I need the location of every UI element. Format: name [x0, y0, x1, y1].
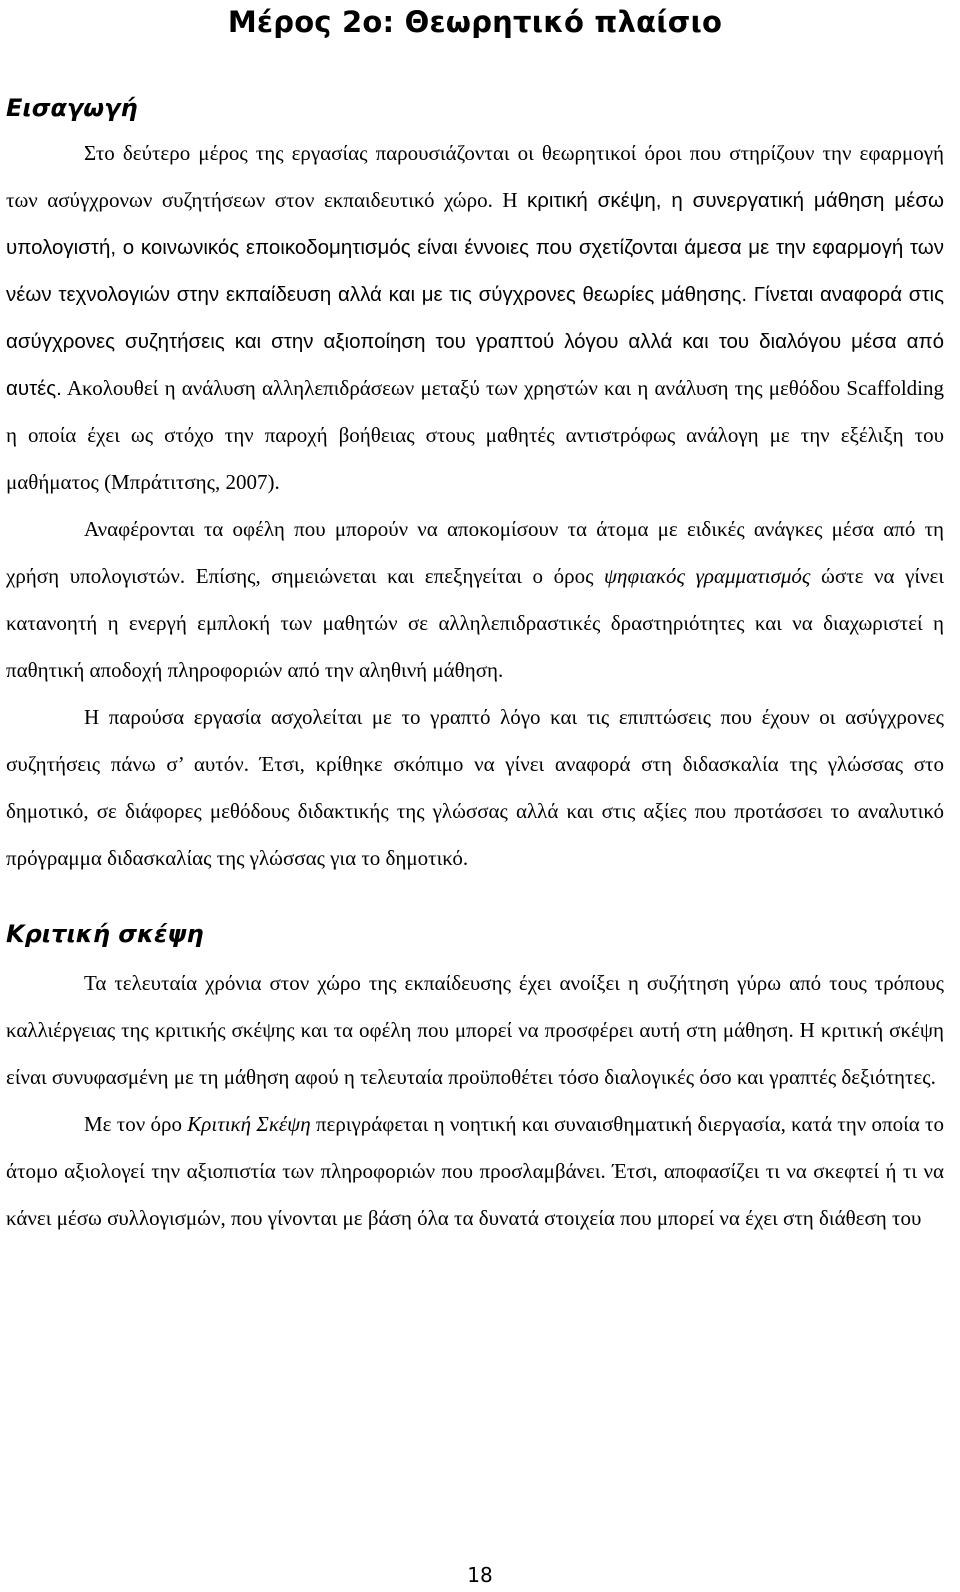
intro-paragraph-2: [6, 506, 944, 694]
page-number: 18: [467, 1563, 493, 1587]
critical-thinking-term: Κριτική Σκέψη: [187, 1112, 311, 1136]
section-heading-critical-thinking: Κριτική σκέψη: [6, 920, 204, 948]
critical-paragraph-2: [6, 1101, 944, 1242]
critical-paragraph-1: [6, 960, 944, 1101]
intro-p1-text-c: Ακολουθεί η ανάλυση αλληλεπιδράσεων μεταξύ των χρηστών και η ανάλυση της μεθόδου Scaffolding η οποία έχει ως στόχο την παροχή βοήθειας στους μαθητές αντιστρόφως ανάλογη με την εξέλιξη του μαθήματος (Μπράτιτσης, 2007).: [6, 376, 944, 494]
section-heading-introduction: Εισαγωγή: [6, 94, 138, 122]
intro-p2-text-a: Αναφέρονται τα οφέλη που μπορούν να αποκομίσουν τα άτομα με ειδικές ανάγκες μέσα από τη χρήση υπολογιστών.: [6, 517, 944, 588]
intro-paragraph-1: [6, 130, 944, 506]
intro-p2-text-b: Επίσης, σημειώνεται και επεξηγείται ο όρος: [185, 564, 604, 588]
chapter-title: Μέρος 2ο: Θεωρητικό πλαίσιο: [227, 5, 723, 39]
intro-paragraph-3: [6, 694, 944, 882]
intro-p1-text-a: Στο δεύτερο μέρος της εργασίας παρουσιάζονται οι θεωρητικοί όροι που στηρίζουν την εφαρμογή των ασύγχρονων συζητήσεων στον εκπαιδευτικό χώρο. Η: [6, 141, 944, 212]
critical-p2-text-a: Με τον όρο: [84, 1112, 188, 1136]
critical-p1-text: Τα τελευταία χρόνια στον χώρο της εκπαίδευσης έχει ανοίξει η συζήτηση γύρω από τους τρόπους καλλιέργειας της κριτικής σκέψης και τα οφέλη που μπορεί να προσφέρει αυτή στη μάθηση. Η κριτική σκέψη είναι συνυφασμένη με τη μάθηση αφού η τελευταία προϋποθέτει τόσο διαλογικές όσο και γραπτές δεξιότητες.: [6, 971, 944, 1089]
digital-literacy-term: ψηφιακός γραμματισμός: [603, 564, 811, 588]
intro-p2-text-c: ώστε να γίνει κατανοητή η ενεργή εμπλοκή των μαθητών σε αλληλεπιδραστικές δραστηριότητες και να διαχωριστεί η παθητική αποδοχή πληροφοριών από την αληθινή μάθηση.: [6, 564, 944, 682]
intro-p1-text-b: κριτική σκέψη, η συνεργατική μάθηση μέσω υπολογιστή, ο κοινωνικός εποικοδομητισμός είναι έννοιες που σχετίζονται άμεσα με την εφαρμογή των νέων τεχνολογιών στην εκπαίδευση αλλά και με τις σύγχρονες θεωρίες μάθησης. Γίνεται αναφορά στις ασύγχρονες συζητήσεις και στην αξιοποίηση του γραπτού λόγου αλλά και του διαλόγου μέσα από αυτές.: [6, 189, 944, 400]
intro-p3-text-a: Η παρούσα εργασία ασχολείται με το γραπτό λόγο και τις επιπτώσεις που έχουν οι ασύγχρονες συζητήσεις πάνω σ’ αυτόν.: [6, 705, 944, 776]
intro-p3-text-b: Έτσι, κρίθηκε σκόπιμο να γίνει αναφορά στη διδασκαλία της γλώσσας στο δημοτικό, σε διάφορες μεθόδους διδακτικής της γλώσσας αλλά και στις αξίες που προτάσσει το αναλυτικό πρόγραμμα διδασκαλίας της γλώσσας για το δημοτικό.: [6, 752, 944, 870]
critical-p2-text-b: περιγράφεται η νοητική και συναισθηματική διεργασία, κατά την οποία το άτομο αξιολογεί την αξιοπιστία των πληροφοριών που προσλαμβάνει. Έτσι, αποφασίζει τι να σκεφτεί ή τι να κάνει μέσω συλλογισμών, που γίνονται με βάση όλα τα δυνατά στοιχεία που μπορεί να έχει στη διάθεση του: [6, 1112, 944, 1230]
